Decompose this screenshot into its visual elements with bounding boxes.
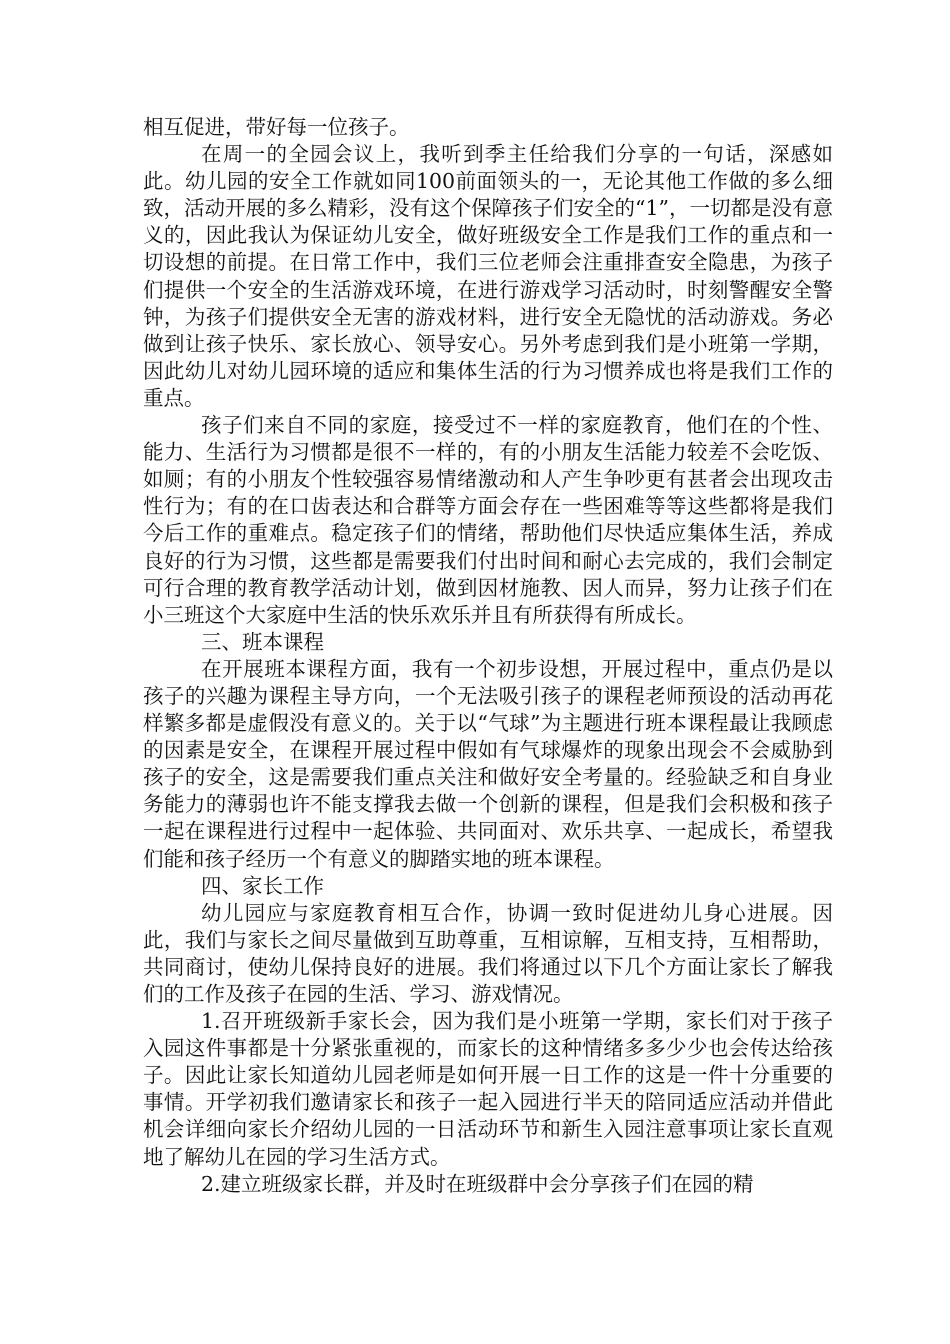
- paragraph-children-differences: 孩子们来自不同的家庭，接受过不一样的家庭教育，他们在的个性、能力、生活行为习惯都是很不一样的，有的小朋友生活能力较差不会吃饭、如厕；有的小朋友个性较强容易情绪激动和人产生争吵更有甚者会出现攻击性行为；有的在口齿表达和合群等方面会存在一些困难等等这些都将是我们今后工作的重难点。稳定孩子们的情绪，帮助他们尽快适应集体生活，养成良好的行为习惯，这些都是需要我们付出时间和耐心去完成的，我们会制定可行合理的教育教学活动计划，做到因材施教、因人而异，努力让孩子们在小三班这个大家庭中生活的快乐欢乐并且有所获得有所成长。: [143, 413, 833, 627]
- section-heading-parent-work: 四、家长工作: [201, 873, 324, 898]
- paragraph-parent-group: 2.建立班级家长群，并及时在班级群中会分享孩子们在园的精: [201, 1171, 754, 1196]
- document-body: [143, 114, 833, 1198]
- paragraph-parent-cooperation: 幼儿园应与家庭教育相互合作，协调一致时促进幼儿身心进展。因此，我们与家长之间尽量做到互助尊重，互相谅解，互相支持，互相帮助，共同商讨，使幼儿保持良好的进展。我们将通过以下几个方面让家长了解我们的工作及孩子在园的生活、学习、游戏情况。: [143, 900, 833, 1006]
- paragraph-class-curriculum: 在开展班本课程方面，我有一个初步设想，开展过程中，重点仍是以孩子的兴趣为课程主导方向，一个无法吸引孩子的课程老师预设的活动再花样繁多都是虚假没有意义的。关于以“气球”为主题进行班本课程最让我顾虑的因素是安全，在课程开展过程中假如有气球爆炸的现象出现会不会威胁到孩子的安全，这是需要我们重点关注和做好安全考量的。经验缺乏和自身业务能力的薄弱也许不能支撑我去做一个创新的课程，但是我们会积极和孩子一起在课程进行过程中一起体验、共同面对、欢乐共享、一起成长，希望我们能和孩子经历一个有意义的脚踏实地的班本课程。: [143, 656, 833, 871]
- paragraph-parent-meeting: 1.召开班级新手家长会，因为我们是小班第一学期，家长们对于孩子入园这件事都是十分紧张重视的，而家长的这种情绪多多少少也会传达给孩子。因此让家长知道幼儿园老师是如何开展一日工作的这是一件十分重要的事情。开学初我们邀请家长和孩子一起入园进行半天的陪同适应活动并借此机会详细向家长介绍幼儿园的一日活动环节和新生入园注意事项让家长直观地了解幼儿在园的学习生活方式。: [143, 1009, 833, 1169]
- section-heading-class-curriculum: 三、班本课程: [201, 629, 324, 654]
- paragraph-safety-work: 在周一的全园会议上，我听到季主任给我们分享的一句话，深感如此。幼儿园的安全工作就如同100前面领头的一，无论其他工作做的多么细致，活动开展的多么精彩，没有这个保障孩子们安全的“1”，一切都是没有意义的，因此我认为保证幼儿安全，做好班级安全工作是我们工作的重点和一切设想的前提。在日常工作中，我们三位老师会注重排查安全隐患，为孩子们提供一个安全的生活游戏环境，在进行游戏学习活动时，时刻警醒安全警钟，为孩子们提供安全无害的游戏材料，进行安全无隐忧的活动游戏。务必做到让孩子快乐、家长放心、领导安心。另外考虑到我们是小班第一学期，因此幼儿对幼儿园环境的适应和集体生活的行为习惯养成也将是我们工作的重点。: [143, 142, 834, 410]
- paragraph-continuation: 相互促进，带好每一位孩子。: [143, 115, 410, 139]
